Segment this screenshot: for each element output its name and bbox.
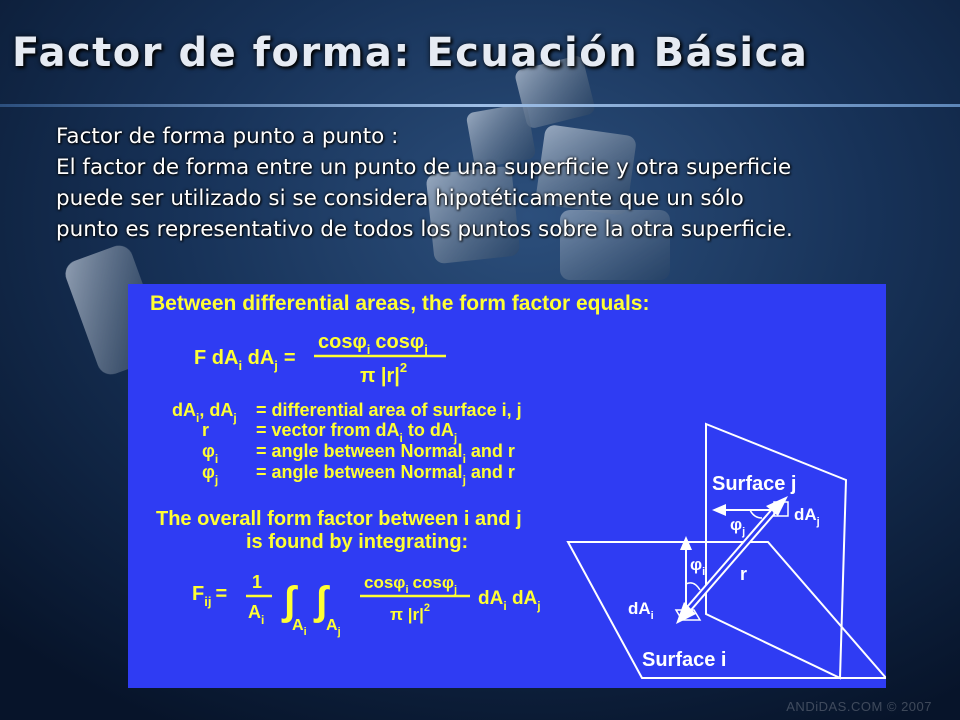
svg-text:π |r|2: π $|r|^2$ [390, 602, 430, 624]
svg-text:φi: $\varphi_i$ [690, 555, 706, 578]
svg-text:cosφicosφj: cosφ$_i$ cosφ$_j$ [364, 573, 458, 596]
footer-watermark: ANDiDAS.COM © 2007 [786, 699, 932, 714]
overall-line-1: The overall form factor between i and j [156, 508, 522, 530]
svg-text:φi: $\varphi_i$ [202, 441, 219, 466]
svg-text:Ai: $A_i$ [292, 617, 307, 638]
svg-text:F dAi dAj=: F $dA_i$ $dA_j$ = [194, 347, 296, 373]
svg-text:Aj: $A_j$ [326, 617, 341, 638]
svg-text:= differential area of surface: = differential area of surface i, j [256, 400, 522, 420]
title-divider [0, 104, 960, 107]
intro-text [56, 121, 946, 245]
svg-text:dAi, dAj: $dA_i$, $dA_j$ [172, 400, 237, 425]
svg-text:φj: $\varphi_j$ [730, 515, 746, 538]
intro-line-3: puede ser utilizado si se considera hipotéticamente que un sólo [56, 186, 744, 211]
svg-text:= vector from dAi to dAj: = vector from $dA_i$ to $dA_j$ [256, 420, 458, 445]
svg-text:cosφicosφj: cosφ$_i$ cosφ$_j$ [318, 331, 428, 357]
vector-r-label: r [740, 564, 748, 584]
formula-integral [192, 572, 541, 638]
svg-text:r: r [202, 420, 210, 440]
form-factor-slide-image [128, 284, 886, 688]
slide-heading: Between differential areas, the form factor equals: [150, 292, 650, 315]
overall-line-2: is found by integrating: [246, 531, 469, 553]
svg-text:Ai: $A_i$ [248, 602, 265, 627]
definitions-list [172, 400, 522, 487]
svg-text:φj: $\varphi_j$ [202, 462, 219, 487]
svg-text:π |r|2: π $|r|^2$ [360, 360, 408, 387]
formula-differential [194, 331, 446, 387]
surface-j-label: Surface j [712, 473, 797, 495]
svg-text:dAj: $dA_j$ [794, 505, 820, 528]
svg-text:1: 1 [252, 572, 263, 592]
surfaces-diagram [568, 424, 886, 678]
surface-i-label: Surface i [642, 649, 727, 671]
intro-line-4: punto es representativo de todos los puntos sobre la otra superficie. [56, 217, 793, 242]
intro-line-2: El factor de forma entre un punto de una superficie y otra superficie [56, 155, 792, 180]
svg-text:dAi dAj: $dA_i$ $dA_j$ [478, 588, 541, 613]
intro-line-1: Factor de forma punto a punto : [56, 124, 399, 149]
integral-sign-2: ∫ [316, 579, 327, 623]
formula-lhs: F dA [194, 347, 239, 369]
page-title: Factor de forma: Ecuación Básica [12, 30, 809, 76]
svg-text:= angle between Normalj and r: = angle between Normal$_j$ and r [256, 462, 515, 487]
svg-text:Fij=: $F_{ij}$ = [192, 583, 228, 609]
integral-sign-1: ∫ [284, 579, 295, 623]
svg-text:= angle between Normali and r: = angle between Normal$_i$ and r [256, 441, 515, 466]
svg-text:dAi: $dA_i$ [628, 599, 654, 622]
